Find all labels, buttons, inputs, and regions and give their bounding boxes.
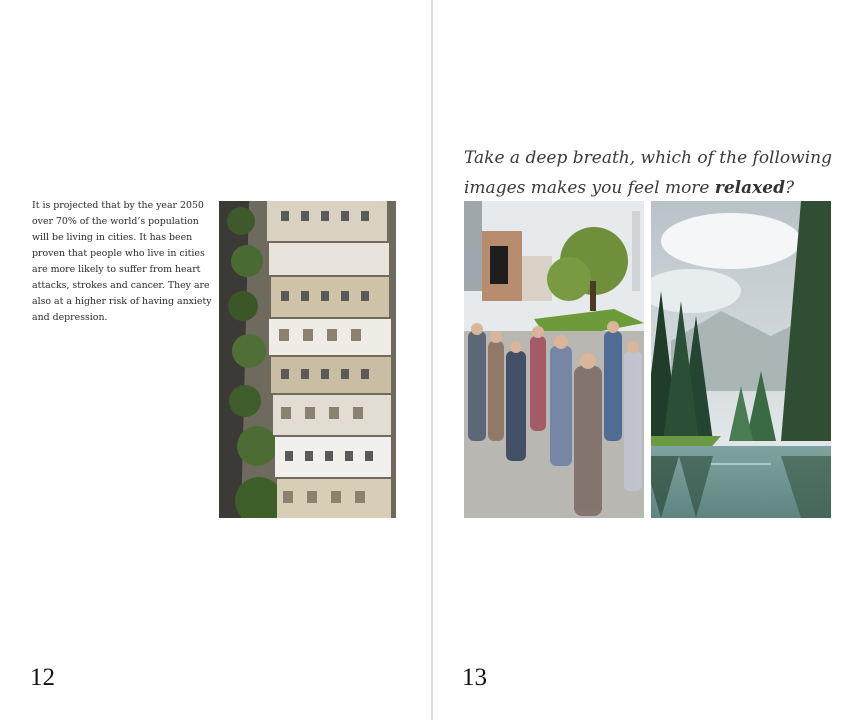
right-page [433, 0, 864, 720]
page-number: 13 [462, 664, 487, 691]
headline: Take a deep breath, which of the following images makes you feel more relaxed? [464, 148, 832, 198]
city-street-photo [219, 201, 396, 518]
page-number: 12 [30, 664, 55, 691]
left-page [0, 0, 431, 720]
body-paragraph: It is projected that by the year 2050 over 70% of the world’s population will be living in cities. It has been proven that people who live in cities are more likely to suffer from heart attacks, strokes and cancer. They are also at a higher risk of having anxiety and depression. [32, 200, 212, 323]
headline-emphasis: relaxed [714, 178, 785, 198]
forest-lake-photo [651, 201, 831, 518]
busy-crowd-photo [464, 201, 644, 518]
